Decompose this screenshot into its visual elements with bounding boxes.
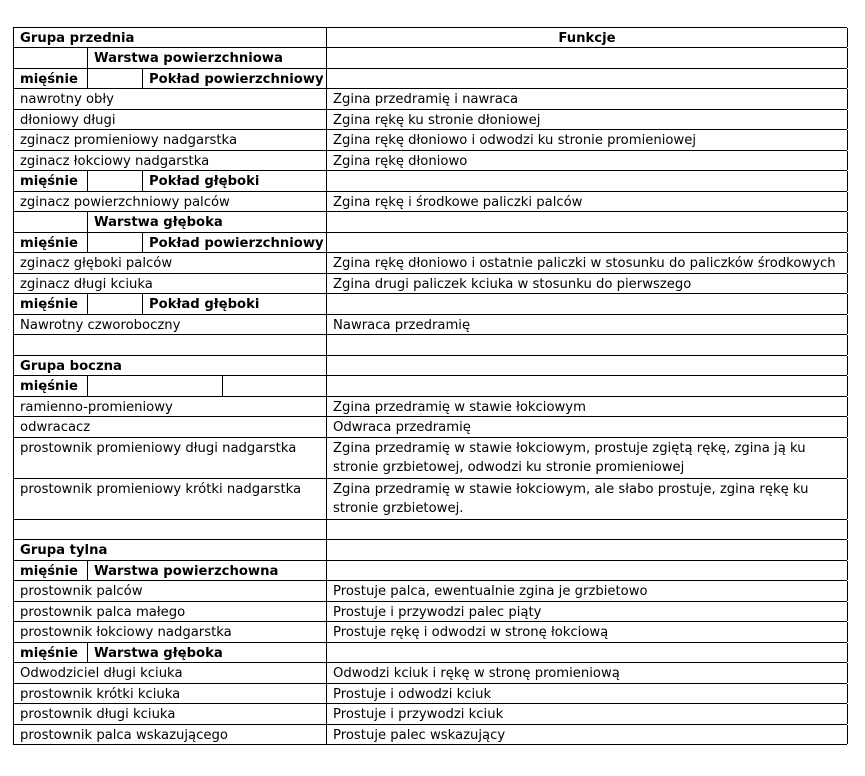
sublayer-label: Pokład powierzchniowy	[142, 69, 326, 89]
group-label: Grupa boczna	[20, 358, 122, 374]
function-cell: Nawraca przedramię	[326, 315, 848, 335]
function-cell: Odwraca przedramię	[326, 417, 848, 437]
function-cell: Zgina rękę dłoniowo i odwodzi ku stronie promieniowej	[326, 130, 848, 150]
layer-row	[13, 212, 847, 233]
table-row	[13, 110, 847, 131]
layer-label: Warstwa głęboka	[87, 212, 326, 232]
group-row	[13, 540, 847, 561]
function-cell: Zgina drugi paliczek kciuka w stosunku do pierwszego	[326, 274, 848, 294]
function-cell	[326, 212, 848, 232]
muscle-cell: prostownik promieniowy krótki nadgarstka	[20, 481, 302, 497]
function-cell: Odwodzi kciuk i rękę w stronę promieniową	[326, 663, 848, 683]
spacer-cell	[87, 294, 142, 314]
muscle-cell: zginacz promieniowy nadgarstka	[20, 133, 238, 148]
muscle-cell: odwracacz	[20, 420, 91, 435]
spacer-cell	[87, 171, 142, 191]
spacer-cell	[87, 376, 222, 396]
function-cell	[326, 171, 848, 191]
function-cell	[326, 356, 848, 376]
header-group-cell: Grupa przednia	[20, 31, 135, 46]
table-row	[13, 315, 847, 336]
table-row	[13, 479, 847, 520]
spacer-cell	[14, 212, 87, 232]
spacer-cell	[14, 335, 326, 355]
sublayer-label: Pokład głęboki	[142, 294, 326, 314]
spacer-cell	[87, 233, 142, 253]
table-row	[13, 622, 847, 643]
function-cell: Prostuje i przywodzi kciuk	[326, 704, 848, 724]
sublayer-row	[13, 233, 847, 254]
sublayer-row	[13, 171, 847, 192]
muscle-cell: zginacz powierzchniowy palców	[20, 194, 230, 210]
layer-label: Warstwa powierzchowna	[87, 561, 326, 581]
function-cell: Zgina przedramię w stawie łokciowym, ale słabo prostuje, zgina rękę ku stronie grzbietowej.	[326, 479, 848, 519]
table-row	[13, 253, 847, 274]
function-cell: Zgina przedramię i nawraca	[326, 89, 848, 109]
group-row	[13, 356, 847, 377]
table-row	[13, 684, 847, 705]
empty-row	[13, 520, 847, 541]
function-cell: Zgina rękę dłoniowo i ostatnie paliczki w stosunku do paliczków środkowych	[326, 253, 848, 273]
header-functions-cell: Funkcje	[326, 28, 848, 47]
table-row	[13, 602, 847, 623]
function-cell: Prostuje palca, ewentualnie zgina je grzbietowo	[326, 581, 848, 601]
muscle-cell: prostownik krótki kciuka	[20, 686, 181, 702]
table-row	[13, 438, 847, 479]
table-header-row	[13, 27, 847, 48]
function-cell	[326, 335, 848, 355]
muscle-cell: dłoniowy długi	[20, 112, 116, 128]
muscles-label: mięśnie	[20, 71, 78, 87]
spacer-cell	[14, 48, 87, 68]
function-cell: Prostuje rękę i odwodzi w stronę łokciową	[326, 622, 848, 642]
muscle-cell: prostownik łokciowy nadgarstka	[20, 625, 232, 640]
sublayer-label: Pokład powierzchniowy	[142, 233, 326, 253]
function-cell	[326, 294, 848, 314]
table-row	[13, 130, 847, 151]
function-cell	[326, 520, 848, 540]
table-row	[13, 725, 847, 746]
sublayer-row	[13, 69, 847, 90]
function-cell: Prostuje i przywodzi palec piąty	[326, 602, 848, 622]
spacer-cell	[222, 376, 326, 396]
function-cell: Zgina przedramię w stawie łokciowym, prostuje zgiętą rękę, zgina ją ku stronie grzbietowej, odwodzi ku stronie promieniowej	[326, 438, 848, 478]
muscle-cell: zginacz głęboki palców	[20, 256, 173, 271]
empty-row	[13, 335, 847, 356]
muscles-label: mięśnie	[20, 235, 78, 251]
function-cell	[326, 69, 848, 89]
table-row	[13, 704, 847, 725]
muscle-cell: prostownik palca małego	[20, 604, 186, 620]
spacer-cell	[87, 69, 142, 89]
muscle-cell: ramienno-promieniowy	[20, 399, 173, 415]
muscles-label: mięśnie	[20, 297, 78, 312]
muscle-cell: nawrotny obły	[20, 92, 114, 107]
function-cell	[326, 233, 848, 253]
layer-label: Warstwa głęboka	[87, 643, 326, 663]
table-row	[13, 151, 847, 172]
sublayer-label: Pokład głęboki	[142, 171, 326, 191]
function-cell	[326, 48, 848, 68]
muscles-label: mięśnie	[20, 645, 78, 661]
muscle-cell: prostownik palców	[20, 584, 143, 599]
spacer-cell	[14, 520, 326, 540]
group-label: Grupa tylna	[20, 543, 108, 558]
function-cell	[326, 540, 848, 560]
muscle-cell: Nawrotny czworoboczny	[20, 317, 181, 333]
function-cell: Zgina przedramię w stawie łokciowym	[326, 397, 848, 417]
function-cell	[326, 643, 848, 663]
sublayer-row	[13, 643, 847, 664]
function-cell	[326, 376, 848, 396]
sublayer-row	[13, 561, 847, 582]
function-cell	[326, 561, 848, 581]
sublayer-row	[13, 294, 847, 315]
table-row	[13, 192, 847, 213]
table-row	[13, 663, 847, 684]
function-cell: Zgina rękę ku stronie dłoniowej	[326, 110, 848, 130]
muscle-cell: prostownik palca wskazującego	[20, 727, 228, 743]
muscle-cell: zginacz łokciowy nadgarstka	[20, 153, 210, 169]
layer-label: Warstwa powierzchniowa	[87, 48, 326, 68]
function-cell: Prostuje i odwodzi kciuk	[326, 684, 848, 704]
layer-row	[13, 48, 847, 69]
muscle-cell: prostownik promieniowy długi nadgarstka	[20, 440, 297, 456]
muscles-label: mięśnie	[20, 379, 78, 394]
sublayer-row	[13, 376, 847, 397]
muscle-cell: zginacz długi kciuka	[20, 276, 153, 292]
muscle-cell: Odwodziciel długi kciuka	[20, 666, 183, 681]
table-row	[13, 274, 847, 295]
table-row	[13, 397, 847, 418]
table-row	[13, 89, 847, 110]
function-cell: Zgina rękę i środkowe paliczki palców	[326, 192, 848, 212]
muscle-table	[13, 27, 847, 745]
muscles-label: mięśnie	[20, 174, 78, 189]
muscles-label: mięśnie	[20, 563, 78, 579]
table-row	[13, 417, 847, 438]
muscle-cell: prostownik długi kciuka	[20, 707, 176, 722]
function-cell: Zgina rękę dłoniowo	[326, 151, 848, 171]
table-row	[13, 581, 847, 602]
function-cell: Prostuje palec wskazujący	[326, 725, 848, 745]
